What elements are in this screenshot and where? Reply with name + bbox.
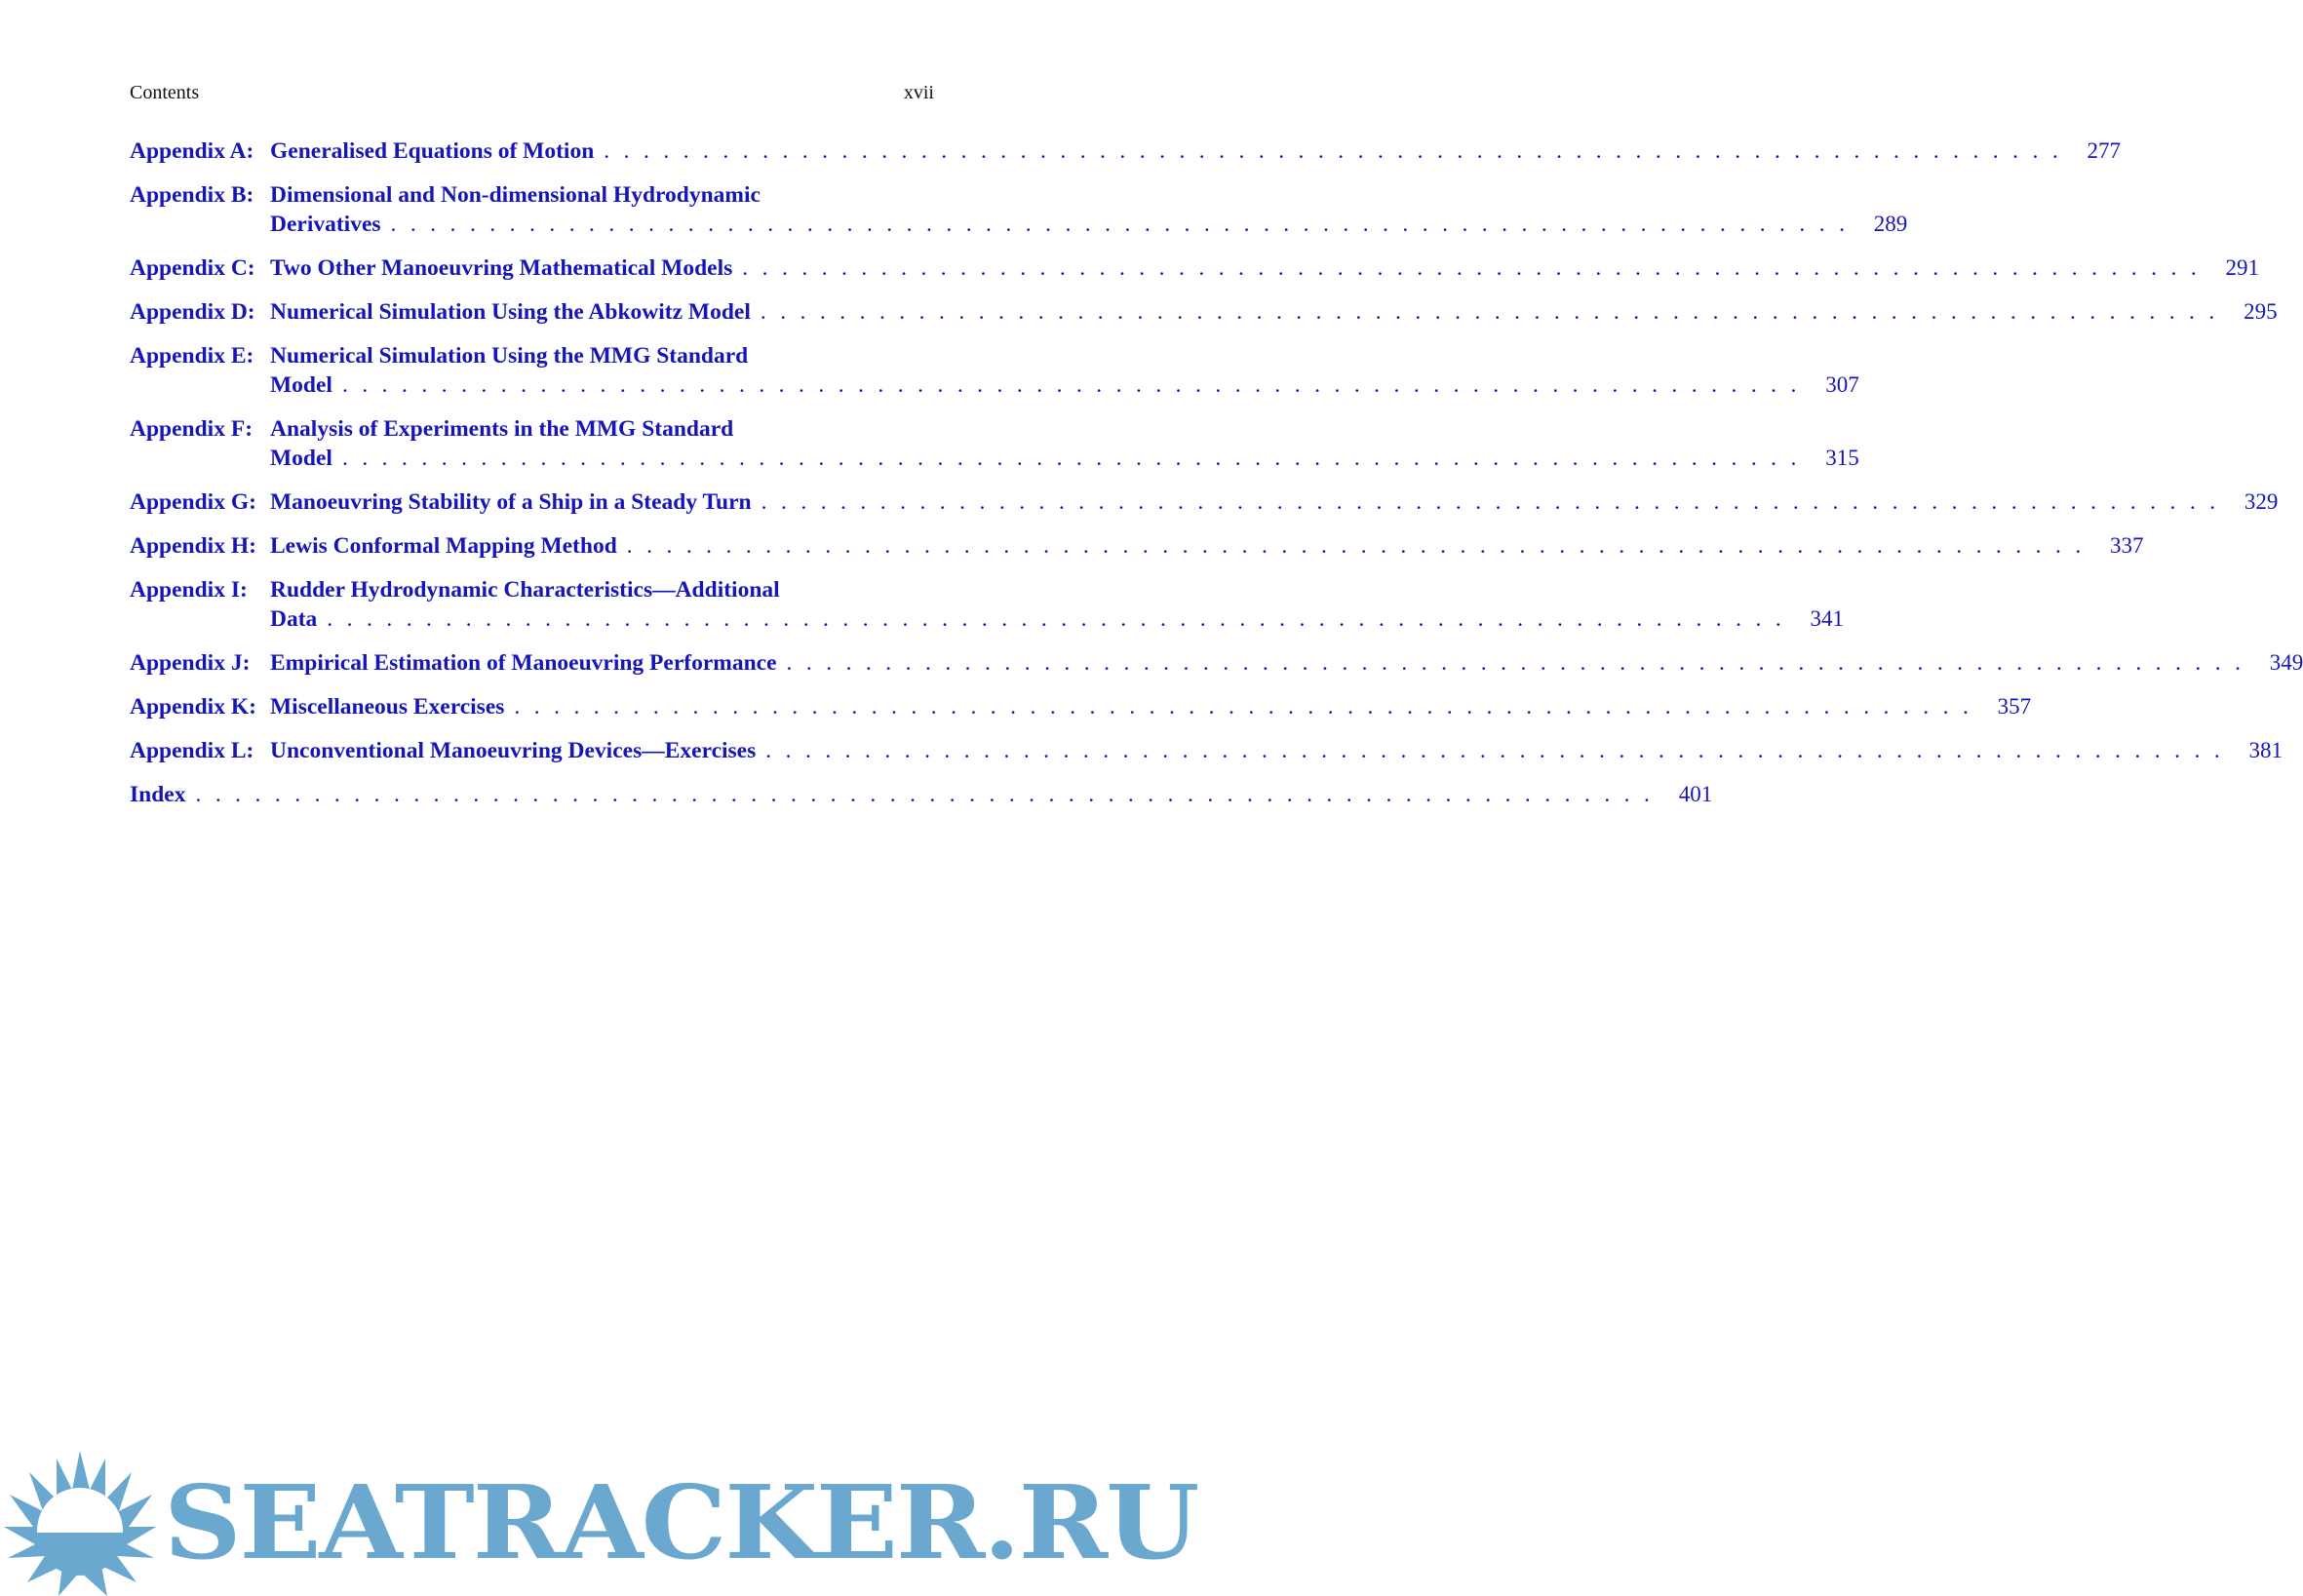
toc-entry-title: Model bbox=[270, 446, 332, 471]
toc-entry[interactable] bbox=[130, 341, 1859, 400]
toc-entry-title-line: Analysis of Experiments in the MMG Standard bbox=[270, 416, 734, 442]
toc-entry-page: 349 bbox=[2269, 650, 2303, 675]
toc-entry-page: 295 bbox=[2244, 299, 2278, 324]
toc-leader-dots: . . . . . . . . . . . . . . . . . . . . . . . . . . . . . . . . . . . . . . . . . . . . . . . . . . . . . . . . . . . . . . . . . . . . . . . . . . bbox=[626, 533, 2086, 559]
toc-entry-page: 289 bbox=[1873, 212, 1908, 236]
toc-leader-dots: . . . . . . . . . . . . . . . . . . . . . . . . . . . . . . . . . . . . . . . . . . . . . . . . . . . . . . . . . . . . . . . . . . . . . . . . . . bbox=[786, 650, 2245, 676]
toc-entry-title-line: Numerical Simulation Using the MMG Standard bbox=[270, 343, 749, 369]
toc-entry-label: Appendix D: bbox=[130, 299, 255, 325]
toc-entry-title-line: Dimensional and Non-dimensional Hydrodynamic bbox=[270, 182, 761, 208]
toc-entry[interactable] bbox=[130, 297, 2278, 327]
running-head-section: Contents bbox=[130, 82, 200, 103]
toc-entry-page: 401 bbox=[1678, 782, 1713, 806]
toc-entry-title: Numerical Simulation Using the Abkowitz Model bbox=[270, 299, 751, 325]
toc-entry-title: Empirical Estimation of Manoeuvring Performance bbox=[270, 650, 777, 676]
toc-leader-dots: . . . . . . . . . . . . . . . . . . . . . . . . . . . . . . . . . . . . . . . . . . . . . . . . . . . . . . . . . . . . . . . . . . . . . . . . . . bbox=[341, 372, 1801, 398]
toc-entry-label: Appendix J: bbox=[130, 650, 251, 676]
toc-leader-dots: . . . . . . . . . . . . . . . . . . . . . . . . . . . . . . . . . . . . . . . . . . . . . . . . . . . . . . . . . . . . . . . . . . . . . . . . . . bbox=[765, 738, 2224, 763]
toc-leader-dots: . . . . . . . . . . . . . . . . . . . . . . . . . . . . . . . . . . . . . . . . . . . . . . . . . . . . . . . . . . . . . . . . . . . . . . . . . . bbox=[341, 446, 1801, 471]
toc-entry-page: 277 bbox=[2087, 138, 2122, 163]
toc-entry-title: Miscellaneous Exercises bbox=[270, 694, 505, 720]
toc-entry-label: Appendix K: bbox=[130, 694, 256, 720]
toc-leader-dots: . . . . . . . . . . . . . . . . . . . . . . . . . . . . . . . . . . . . . . . . . . . . . . . . . . . . . . . . . . . . . . . . . . . . . . . . . . bbox=[327, 606, 1786, 632]
running-head bbox=[130, 82, 934, 104]
toc-entry-label: Appendix B: bbox=[130, 182, 254, 208]
toc-entry-title: Two Other Manoeuvring Mathematical Models bbox=[270, 255, 733, 281]
toc-entry-page: 381 bbox=[2248, 738, 2283, 762]
toc-entry-label: Appendix C: bbox=[130, 255, 255, 281]
toc-entry-page: 357 bbox=[1997, 694, 2032, 719]
toc-entry-title: Data bbox=[270, 606, 318, 632]
toc-entry-page: 291 bbox=[2225, 255, 2260, 280]
toc-entry[interactable] bbox=[130, 487, 2279, 517]
toc-entry-title: Index bbox=[130, 782, 186, 807]
toc-entry-title: Derivatives bbox=[270, 212, 381, 237]
toc-entry-title-line: Rudder Hydrodynamic Characteristics—Additional bbox=[270, 577, 780, 603]
watermark-text: SEATRACKER.RU bbox=[164, 1462, 1198, 1582]
toc-entry-label: Appendix H: bbox=[130, 533, 256, 559]
toc-leader-dots: . . . . . . . . . . . . . . . . . . . . . . . . . . . . . . . . . . . . . . . . . . . . . . . . . . . . . . . . . . . . . . . . . . . . . . . . . . bbox=[742, 255, 2202, 281]
toc-entry[interactable] bbox=[130, 180, 1908, 239]
toc-entry-label: Appendix L: bbox=[130, 738, 254, 763]
toc-leader-dots: . . . . . . . . . . . . . . . . . . . . . . . . . . . . . . . . . . . . . . . . . . . . . . . . . . . . . . . . . . . . . . . . . . . . . . . . . . bbox=[195, 782, 1655, 807]
toc-entry-title: Unconventional Manoeuvring Devices—Exercises bbox=[270, 738, 757, 763]
toc-leader-dots: . . . . . . . . . . . . . . . . . . . . . . . . . . . . . . . . . . . . . . . . . . . . . . . . . . . . . . . . . . . . . . . . . . . . . . . . . . bbox=[760, 299, 2219, 325]
toc-entry-title: Lewis Conformal Mapping Method bbox=[270, 533, 617, 559]
toc-entry-title: Model bbox=[270, 372, 332, 398]
toc-leader-dots: . . . . . . . . . . . . . . . . . . . . . . . . . . . . . . . . . . . . . . . . . . . . . . . . . . . . . . . . . . . . . . . . . . . . . . . . . . bbox=[390, 212, 1850, 237]
toc-leader-dots: . . . . . . . . . . . . . . . . . . . . . . . . . . . . . . . . . . . . . . . . . . . . . . . . . . . . . . . . . . . . . . . . . . . . . . . . . . bbox=[761, 489, 2220, 515]
toc-leader-dots: . . . . . . . . . . . . . . . . . . . . . . . . . . . . . . . . . . . . . . . . . . . . . . . . . . . . . . . . . . . . . . . . . . . . . . . . . . bbox=[604, 138, 2063, 164]
toc-entry[interactable] bbox=[130, 692, 2032, 721]
toc-entry-page: 315 bbox=[1825, 446, 1859, 470]
toc-entry-label: Appendix F: bbox=[130, 416, 254, 442]
table-of-contents bbox=[130, 136, 2303, 824]
toc-entry[interactable] bbox=[130, 736, 2283, 765]
toc-entry-label: Appendix I: bbox=[130, 577, 248, 603]
toc-entry[interactable] bbox=[130, 253, 2260, 283]
toc-entry[interactable] bbox=[130, 136, 2122, 166]
toc-leader-dots: . . . . . . . . . . . . . . . . . . . . . . . . . . . . . . . . . . . . . . . . . . . . . . . . . . . . . . . . . . . . . . . . . . . . . . . . . . bbox=[514, 694, 1973, 720]
toc-entry-page: 341 bbox=[1810, 606, 1845, 631]
running-head-page-number: xvii bbox=[903, 82, 934, 103]
toc-entry-label: Appendix E: bbox=[130, 343, 254, 369]
toc-entry-label: Appendix A: bbox=[130, 138, 254, 164]
toc-entry-page: 307 bbox=[1825, 372, 1859, 397]
toc-entry[interactable] bbox=[130, 575, 1845, 634]
toc-entry-page: 337 bbox=[2110, 533, 2144, 558]
toc-entry-title: Manoeuvring Stability of a Ship in a Steady Turn bbox=[270, 489, 752, 515]
toc-entry[interactable] bbox=[130, 531, 2144, 561]
toc-entry-page: 329 bbox=[2244, 489, 2279, 514]
toc-entry-label: Appendix G: bbox=[130, 489, 256, 515]
toc-entry[interactable] bbox=[130, 648, 2303, 678]
toc-entry-title: Generalised Equations of Motion bbox=[270, 138, 595, 164]
toc-entry-index[interactable] bbox=[130, 780, 1713, 809]
toc-entry[interactable] bbox=[130, 414, 1859, 473]
